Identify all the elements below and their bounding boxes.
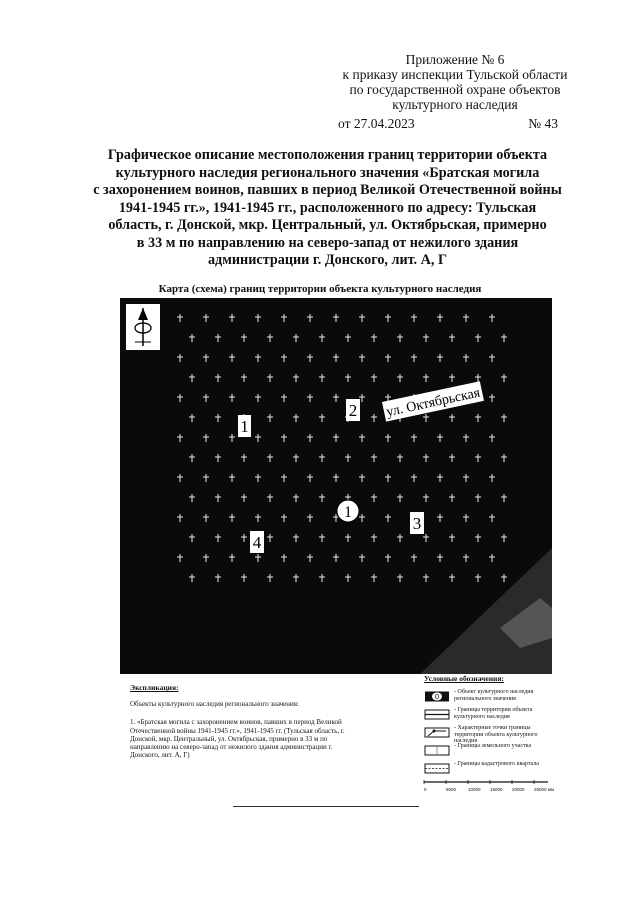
map-mark: [345, 534, 351, 542]
map-mark: [177, 394, 183, 402]
map-mark: [397, 534, 403, 542]
map-mark: [501, 334, 507, 342]
explication-item-line-4: направлению на северо-запад от нежилого здания администрации г.: [130, 743, 333, 752]
map-mark: [241, 574, 247, 582]
map-mark: [177, 434, 183, 442]
appendix-line-3: по государственной охране объектов: [349, 82, 561, 97]
map-mark: [177, 474, 183, 482]
map-mark: [319, 534, 325, 542]
map-mark: [307, 434, 313, 442]
map-mark: [203, 434, 209, 442]
map-mark: [489, 514, 495, 522]
map-mark: [229, 354, 235, 362]
map-mark: [333, 314, 339, 322]
map-mark: [449, 494, 455, 502]
map-mark: [371, 574, 377, 582]
legend-item-land-plot: [420, 743, 560, 761]
scale-bar: [420, 779, 560, 793]
explication-heading: Экспликация:: [130, 683, 179, 692]
map-mark: [177, 314, 183, 322]
map-mark: [489, 354, 495, 362]
map-mark: [371, 414, 377, 422]
map-mark: [333, 434, 339, 442]
map-mark: [385, 434, 391, 442]
map-mark: [293, 454, 299, 462]
map-mark: [241, 334, 247, 342]
map-mark: [449, 574, 455, 582]
map-mark: [177, 514, 183, 522]
map-mark: [189, 414, 195, 422]
legend-cadastral-text: - Границы кадастрового квартала: [454, 760, 539, 767]
map-mark: [203, 394, 209, 402]
map-mark: [203, 554, 209, 562]
map-mark: [307, 354, 313, 362]
map-mark: [267, 454, 273, 462]
map-mark: [255, 554, 261, 562]
map-mark: [475, 374, 481, 382]
scale-tick-label: 15000: [490, 786, 503, 792]
map-mark: [215, 374, 221, 382]
legend-item-territory: [420, 707, 560, 725]
map-mark: [359, 354, 365, 362]
map-mark: [267, 414, 273, 422]
map-mark: [189, 374, 195, 382]
document-title: [60, 147, 595, 270]
map-mark: [371, 534, 377, 542]
title-line-3: с захоронением воинов, павших в период Великой Отечественной войны: [93, 182, 562, 198]
map-mark: [319, 374, 325, 382]
map-mark: [423, 574, 429, 582]
title-line-5: область, г. Донской, мкр. Центральный, ул. Октябрьская, примерно: [108, 217, 547, 233]
map-mark: [437, 354, 443, 362]
map-mark: [463, 554, 469, 562]
map-mark: [229, 474, 235, 482]
map-mark: [345, 454, 351, 462]
map-mark: [475, 574, 481, 582]
map-mark: [463, 314, 469, 322]
appendix-line-1: Приложение № 6: [405, 52, 505, 67]
map-mark: [281, 474, 287, 482]
map-mark: [423, 374, 429, 382]
map-mark: [449, 534, 455, 542]
legend-points-text: - Характерные точки границы территории объекта культурного наследия: [454, 724, 538, 745]
map-mark: [307, 314, 313, 322]
explication-subheading: Объекты культурного наследия регионального значения:: [130, 700, 299, 709]
scale-tick-label: 10000: [468, 786, 481, 792]
map-mark: [437, 474, 443, 482]
map-mark: [397, 494, 403, 502]
map-mark: [241, 454, 247, 462]
map-mark: [397, 334, 403, 342]
map-mark: [203, 314, 209, 322]
map-mark: [255, 434, 261, 442]
map-mark: [267, 494, 273, 502]
map-mark: [177, 554, 183, 562]
order-dateline: [338, 116, 558, 132]
map-mark: [319, 414, 325, 422]
map-mark: [449, 334, 455, 342]
map-mark: [215, 494, 221, 502]
map-mark: [423, 534, 429, 542]
map-mark: [423, 414, 429, 422]
map-mark: [293, 534, 299, 542]
title-line-7: администрации г. Донского, лит. А, Г: [207, 252, 448, 268]
map-mark: [189, 494, 195, 502]
scale-tick-label: 20000: [512, 786, 525, 792]
explication-block: [130, 684, 400, 759]
map-mark: [475, 454, 481, 462]
map-mark: [345, 374, 351, 382]
title-line-2: культурного наследия регионального значения «Братская могила: [115, 164, 540, 181]
map-mark: [241, 534, 247, 542]
boundary-point-1-label: 1: [240, 417, 249, 436]
map-mark: [359, 474, 365, 482]
map-mark: [411, 474, 417, 482]
boundary-point-2-label: 2: [348, 401, 358, 420]
map-mark: [293, 334, 299, 342]
map-mark: [489, 394, 495, 402]
object-number-icon: [424, 691, 450, 702]
map-mark: [333, 354, 339, 362]
map-image: [120, 298, 552, 674]
map-mark: [189, 574, 195, 582]
map-mark: [397, 374, 403, 382]
map-mark: [307, 394, 313, 402]
map-marks: [177, 314, 507, 582]
appendix-line-4: культурного наследия: [392, 97, 518, 112]
map-mark: [333, 554, 339, 562]
explication-item-line-3: Донской, мкр. Центральный, ул. Октябрьская, примерно в 33 м по: [130, 734, 328, 743]
map-mark: [411, 314, 417, 322]
map-mark: [281, 434, 287, 442]
map-mark: [255, 354, 261, 362]
map-mark: [293, 574, 299, 582]
map-mark: [307, 554, 313, 562]
map-mark: [385, 554, 391, 562]
map-mark: [293, 414, 299, 422]
map-mark: [501, 574, 507, 582]
map-mark: [281, 354, 287, 362]
map-mark: [345, 334, 351, 342]
map-mark: [319, 494, 325, 502]
legend-land-plot-text: - Границы земельного участка: [454, 742, 532, 749]
map-mark: [397, 454, 403, 462]
map-mark: [215, 534, 221, 542]
map-mark: [411, 554, 417, 562]
map-mark: [371, 494, 377, 502]
map-mark: [293, 494, 299, 502]
map-mark: [229, 434, 235, 442]
street-label-text: ул. Октябрьская: [385, 385, 482, 421]
map-mark: [501, 414, 507, 422]
scale-tick-label: 25000 мм: [534, 786, 554, 792]
map-mark: [501, 534, 507, 542]
map-mark: [423, 454, 429, 462]
map-mark: [385, 354, 391, 362]
legend-object-text: - Объект культурного наследия регионального значения: [454, 688, 534, 702]
map-mark: [437, 554, 443, 562]
title-line-1: Графическое описание местоположения границ территории объекта: [107, 147, 548, 163]
map-mark: [475, 494, 481, 502]
map-mark: [229, 314, 235, 322]
map-mark: [177, 354, 183, 362]
map-mark: [267, 374, 273, 382]
map-mark: [203, 474, 209, 482]
map-mark: [437, 514, 443, 522]
map-mark: [267, 534, 273, 542]
map-mark: [215, 454, 221, 462]
order-date: от 27.04.2023: [338, 116, 415, 131]
legend-item-cadastral: [420, 761, 560, 779]
map-mark: [359, 514, 365, 522]
map-mark: [293, 374, 299, 382]
map-mark: [229, 514, 235, 522]
legend-item-points: [420, 725, 560, 743]
map-mark: [229, 554, 235, 562]
map-canvas: [120, 298, 552, 674]
map-mark: [475, 414, 481, 422]
street-label: [382, 381, 484, 421]
map-mark: [449, 414, 455, 422]
map-mark: [475, 534, 481, 542]
title-line-4: 1941-1945 гг.», 1941-1945 гг., расположенного по адресу: Тульская: [118, 199, 537, 216]
map-mark: [359, 554, 365, 562]
map-mark: [463, 434, 469, 442]
map-mark: [241, 494, 247, 502]
map-mark: [307, 474, 313, 482]
map-mark: [189, 454, 195, 462]
appendix-header: [300, 52, 610, 112]
map-mark: [203, 354, 209, 362]
map-mark: [371, 334, 377, 342]
map-mark: [255, 474, 261, 482]
boundary-point-1: [238, 415, 251, 437]
legend-item-object: [420, 689, 560, 707]
title-line-6: в 33 м по направлению на северо-запад от нежилого здания: [136, 234, 519, 251]
boundary-point-4: [250, 531, 264, 553]
map-mark: [241, 374, 247, 382]
map-mark: [423, 334, 429, 342]
bottom-rule: [233, 806, 419, 807]
map-mark: [319, 574, 325, 582]
map-mark: [333, 394, 339, 402]
map-mark: [319, 454, 325, 462]
object-number-symbol: 0: [434, 691, 440, 701]
legend-territory-text: - Границы территории объекта культурного наследия: [454, 706, 533, 720]
map-mark: [281, 314, 287, 322]
boundary-point-3: [410, 512, 424, 534]
map-mark: [385, 314, 391, 322]
map-mark: [333, 474, 339, 482]
land-plot-boundary-icon: [424, 745, 450, 756]
map-mark: [449, 454, 455, 462]
map-mark: [189, 534, 195, 542]
explication-item-line-2: Отечественной войны 1941-1945 гг.», 1941-1945 гг. (Тульская область, г.: [130, 726, 345, 735]
legend-heading: Условные обозначения:: [424, 674, 504, 683]
map-mark: [463, 474, 469, 482]
boundary-point-icon: [424, 727, 450, 738]
north-arrow-icon: [126, 304, 160, 350]
map-mark: [215, 414, 221, 422]
map-mark: [319, 334, 325, 342]
map-mark: [463, 514, 469, 522]
map-mark: [215, 334, 221, 342]
map-mark: [501, 494, 507, 502]
scale-tick-label: 0: [424, 786, 427, 792]
map-mark: [345, 574, 351, 582]
map-mark: [307, 514, 313, 522]
map-mark: [267, 574, 273, 582]
boundary-point-4-label: 4: [252, 533, 262, 552]
map-mark: [411, 434, 417, 442]
map-mark: [281, 514, 287, 522]
map-mark: [255, 314, 261, 322]
map-mark: [281, 394, 287, 402]
object-1-marker: [337, 500, 359, 522]
map-mark: [267, 334, 273, 342]
order-number: № 43: [528, 116, 558, 131]
map-mark: [281, 554, 287, 562]
map-mark: [449, 374, 455, 382]
explication-item-line-1: 1. «Братская могила с захоронением воинов, павших в период Великой: [130, 718, 342, 727]
map-mark: [437, 434, 443, 442]
map-mark: [437, 314, 443, 322]
map-mark: [359, 434, 365, 442]
cadastral-quarter-icon: [424, 763, 450, 774]
map-mark: [203, 514, 209, 522]
map-mark: [501, 374, 507, 382]
boundary-point-2: [346, 399, 360, 421]
map-mark: [489, 474, 495, 482]
map-mark: [189, 334, 195, 342]
map-mark: [255, 514, 261, 522]
scale-tick-label: 5000: [446, 786, 457, 792]
map-mark: [475, 334, 481, 342]
map-mark: [411, 354, 417, 362]
legend-block: [420, 676, 560, 796]
map-mark: [371, 454, 377, 462]
map-mark: [215, 574, 221, 582]
map-mark: [489, 434, 495, 442]
explication-item-line-5: Донского, лит. А, Г): [130, 751, 190, 760]
map-mark: [359, 314, 365, 322]
map-mark: [229, 394, 235, 402]
map-mark: [385, 514, 391, 522]
object-1-label: 1: [344, 504, 352, 521]
boundary-point-3-label: 3: [412, 514, 422, 533]
map-title: Карта (схема) границ территории объекта культурного наследия: [158, 283, 482, 295]
map-mark: [255, 394, 261, 402]
map-mark: [385, 474, 391, 482]
appendix-line-2: к приказу инспекции Тульской области: [342, 67, 568, 82]
map-mark: [371, 374, 377, 382]
map-mark: [489, 314, 495, 322]
territory-boundary-icon: [424, 709, 450, 720]
map-mark: [463, 354, 469, 362]
map-mark: [501, 454, 507, 462]
map-mark: [397, 574, 403, 582]
map-mark: [489, 554, 495, 562]
map-mark: [423, 494, 429, 502]
